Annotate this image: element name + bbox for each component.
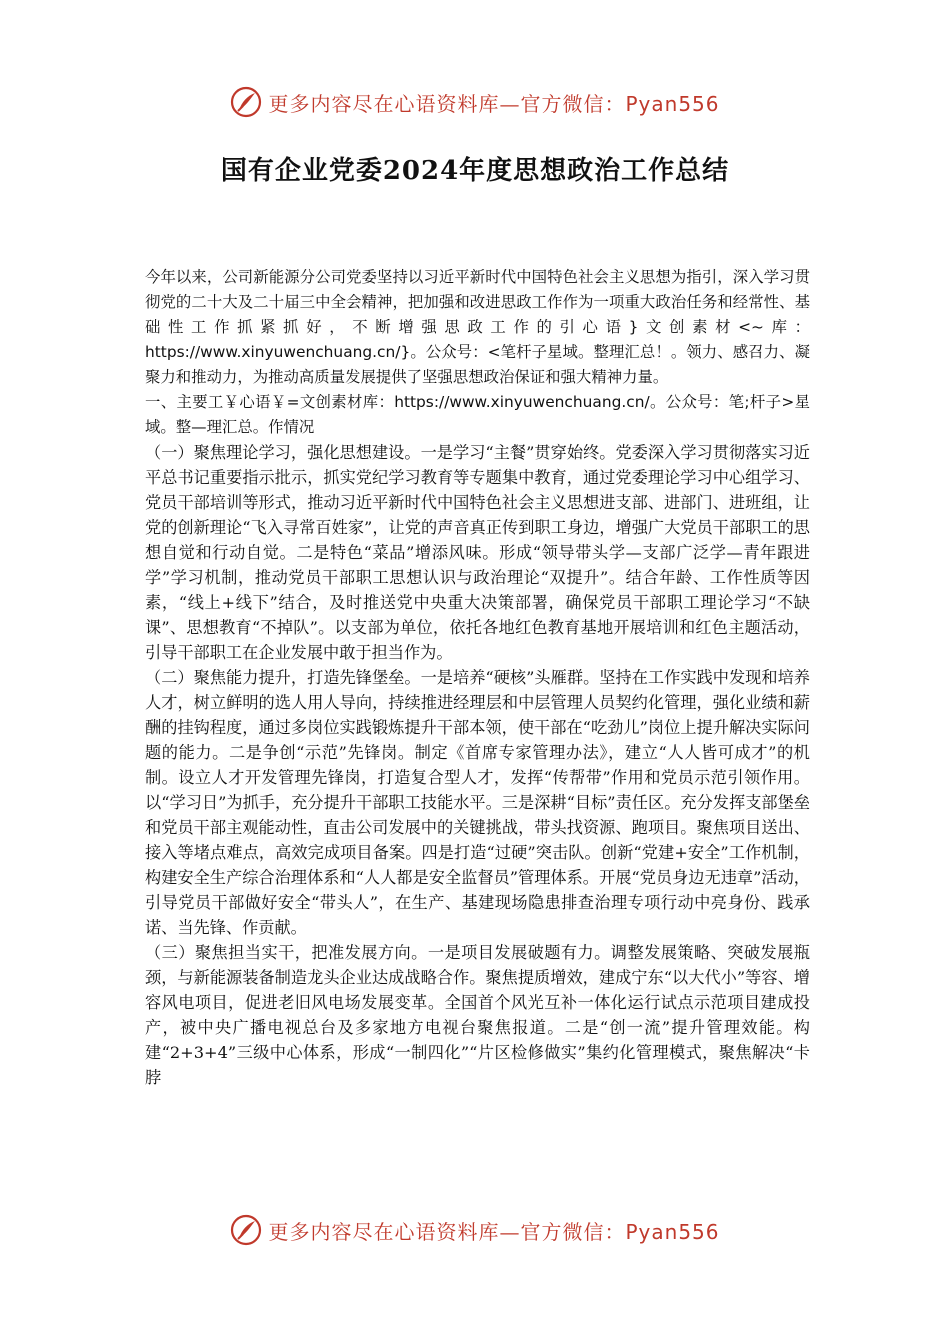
banner-account: Pyan556	[625, 91, 720, 116]
document-title: 国有企业党委2024年度思想政治工作总结	[220, 156, 730, 186]
quill-seal-icon	[230, 86, 262, 118]
body-paragraph-3: （三）聚焦担当实干，把准发展方向。一是项目发展破题有力。调整发展策略、突破发展瓶颈，与新能源装备制造龙头企业达成战略合作。聚焦提质增效，建成宁东“以大代小”等容、增容风电项目，促进老旧风电场发展变革。全国首个风光互补一体化运行试点示范项目建成投产，被中央广播电视总台及多家地方电视台聚焦报道。二是“创一流”提升管理效能。构建“2+3+4”三级中心体系，形成“一制四化”“片区检修做实”集约化管理模式，聚焦解决“卡脖	[145, 943, 810, 1087]
body-paragraph-1: （一）聚焦理论学习，强化思想建设。一是学习“主餐”贯穿始终。党委深入学习贯彻落实习近平总书记重要指示批示，抓实党纪学习教育等专题集中教育，通过党委理论学习中心组学习、党员干部培训等形式，推动习近平新时代中国特色社会主义思想进支部、进部门、进班组，让党的创新理论“飞入寻常百姓家”，让党的声音真正传到职工身边，增强广大党员干部职工的思想自觉和行动自觉。二是特色“菜品”增添风味。形成“领导带头学—支部广泛学—青年跟进学”学习机制，推动党员干部职工思想认识与政治理论“双提升”。结合年龄、工作性质等因素，“线上+线下”结合，及时推送党中央重大决策部署，确保党员干部职工理论学习“不缺课”、思想教育“不掉队”。以支部为单位，依托各地红色教育基地开展培训和红色主题活动，引导干部职工在企业发展中敢于担当作为。	[145, 443, 810, 662]
body-paragraph-2: （二）聚焦能力提升，打造先锋堡垒。一是培养“硬核”头雁群。坚持在工作实践中发现和培养人才，树立鲜明的选人用人导向，持续推进经理层和中层管理人员契约化管理，强化业绩和薪酬的挂钩程度，通过多岗位实践锻炼提升干部本领，使干部在“吃劲儿”岗位上提升解决实际问题的能力。二是争创“示范”先锋岗。制定《首席专家管理办法》，建立“人人皆可成才”的机制。设立人才开发管理先锋岗，打造复合型人才，发挥“传帮带”作用和党员示范引领作用。以“学习日”为抓手，充分提升干部职工技能水平。三是深耕“目标”责任区。充分发挥支部堡垒和党员干部主观能动性，直击公司发展中的关键挑战，带头找资源、跑项目。聚焦项目送出、接入等堵点难点，高效完成项目备案。四是打造“过硬”突击队。创新“党建+安全”工作机制，构建安全生产综合治理体系和“人人都是安全监督员”管理体系。开展“党员身边无违章”活动，引导党员干部做好安全“带头人”，在生产、基建现场隐患排查治理专项行动中亮身份、践承诺、当先锋、作贡献。	[145, 668, 810, 937]
document-body	[145, 265, 810, 1090]
banner-text: 更多内容尽在心语资料库—官方微信：Pyan556	[268, 1219, 720, 1244]
banner-account: Pyan556	[625, 1219, 720, 1244]
banner-text: 更多内容尽在心语资料库—官方微信：Pyan556	[268, 91, 720, 116]
intro-paragraph: 今年以来，公司新能源分公司党委坚持以习近平新时代中国特色社会主义思想为指引，深入学习贯彻党的二十大及二十届三中全会精神，把加强和改进思政工作作为一项重大政治任务和经常性、基础性工作抓紧抓好，不断增强思政工作的引心语}文创素材<~库：https://www.xinyuwenchuang.cn/}。公众号：<笔杆子星域。整理汇总！。领力、感召力、凝聚力和推动力，为推动高质量发展提供了坚强思想政治保证和强大精神力量。	[145, 268, 810, 386]
header-banner	[0, 82, 950, 122]
section-heading: 一、主要工￥心语￥=文创素材库：https://www.xinyuwenchuang.cn/。公众号：笔;杆子>星域。整—理汇总。作情况	[145, 393, 810, 436]
quill-seal-icon	[230, 1214, 262, 1246]
footer-banner	[0, 1210, 950, 1250]
